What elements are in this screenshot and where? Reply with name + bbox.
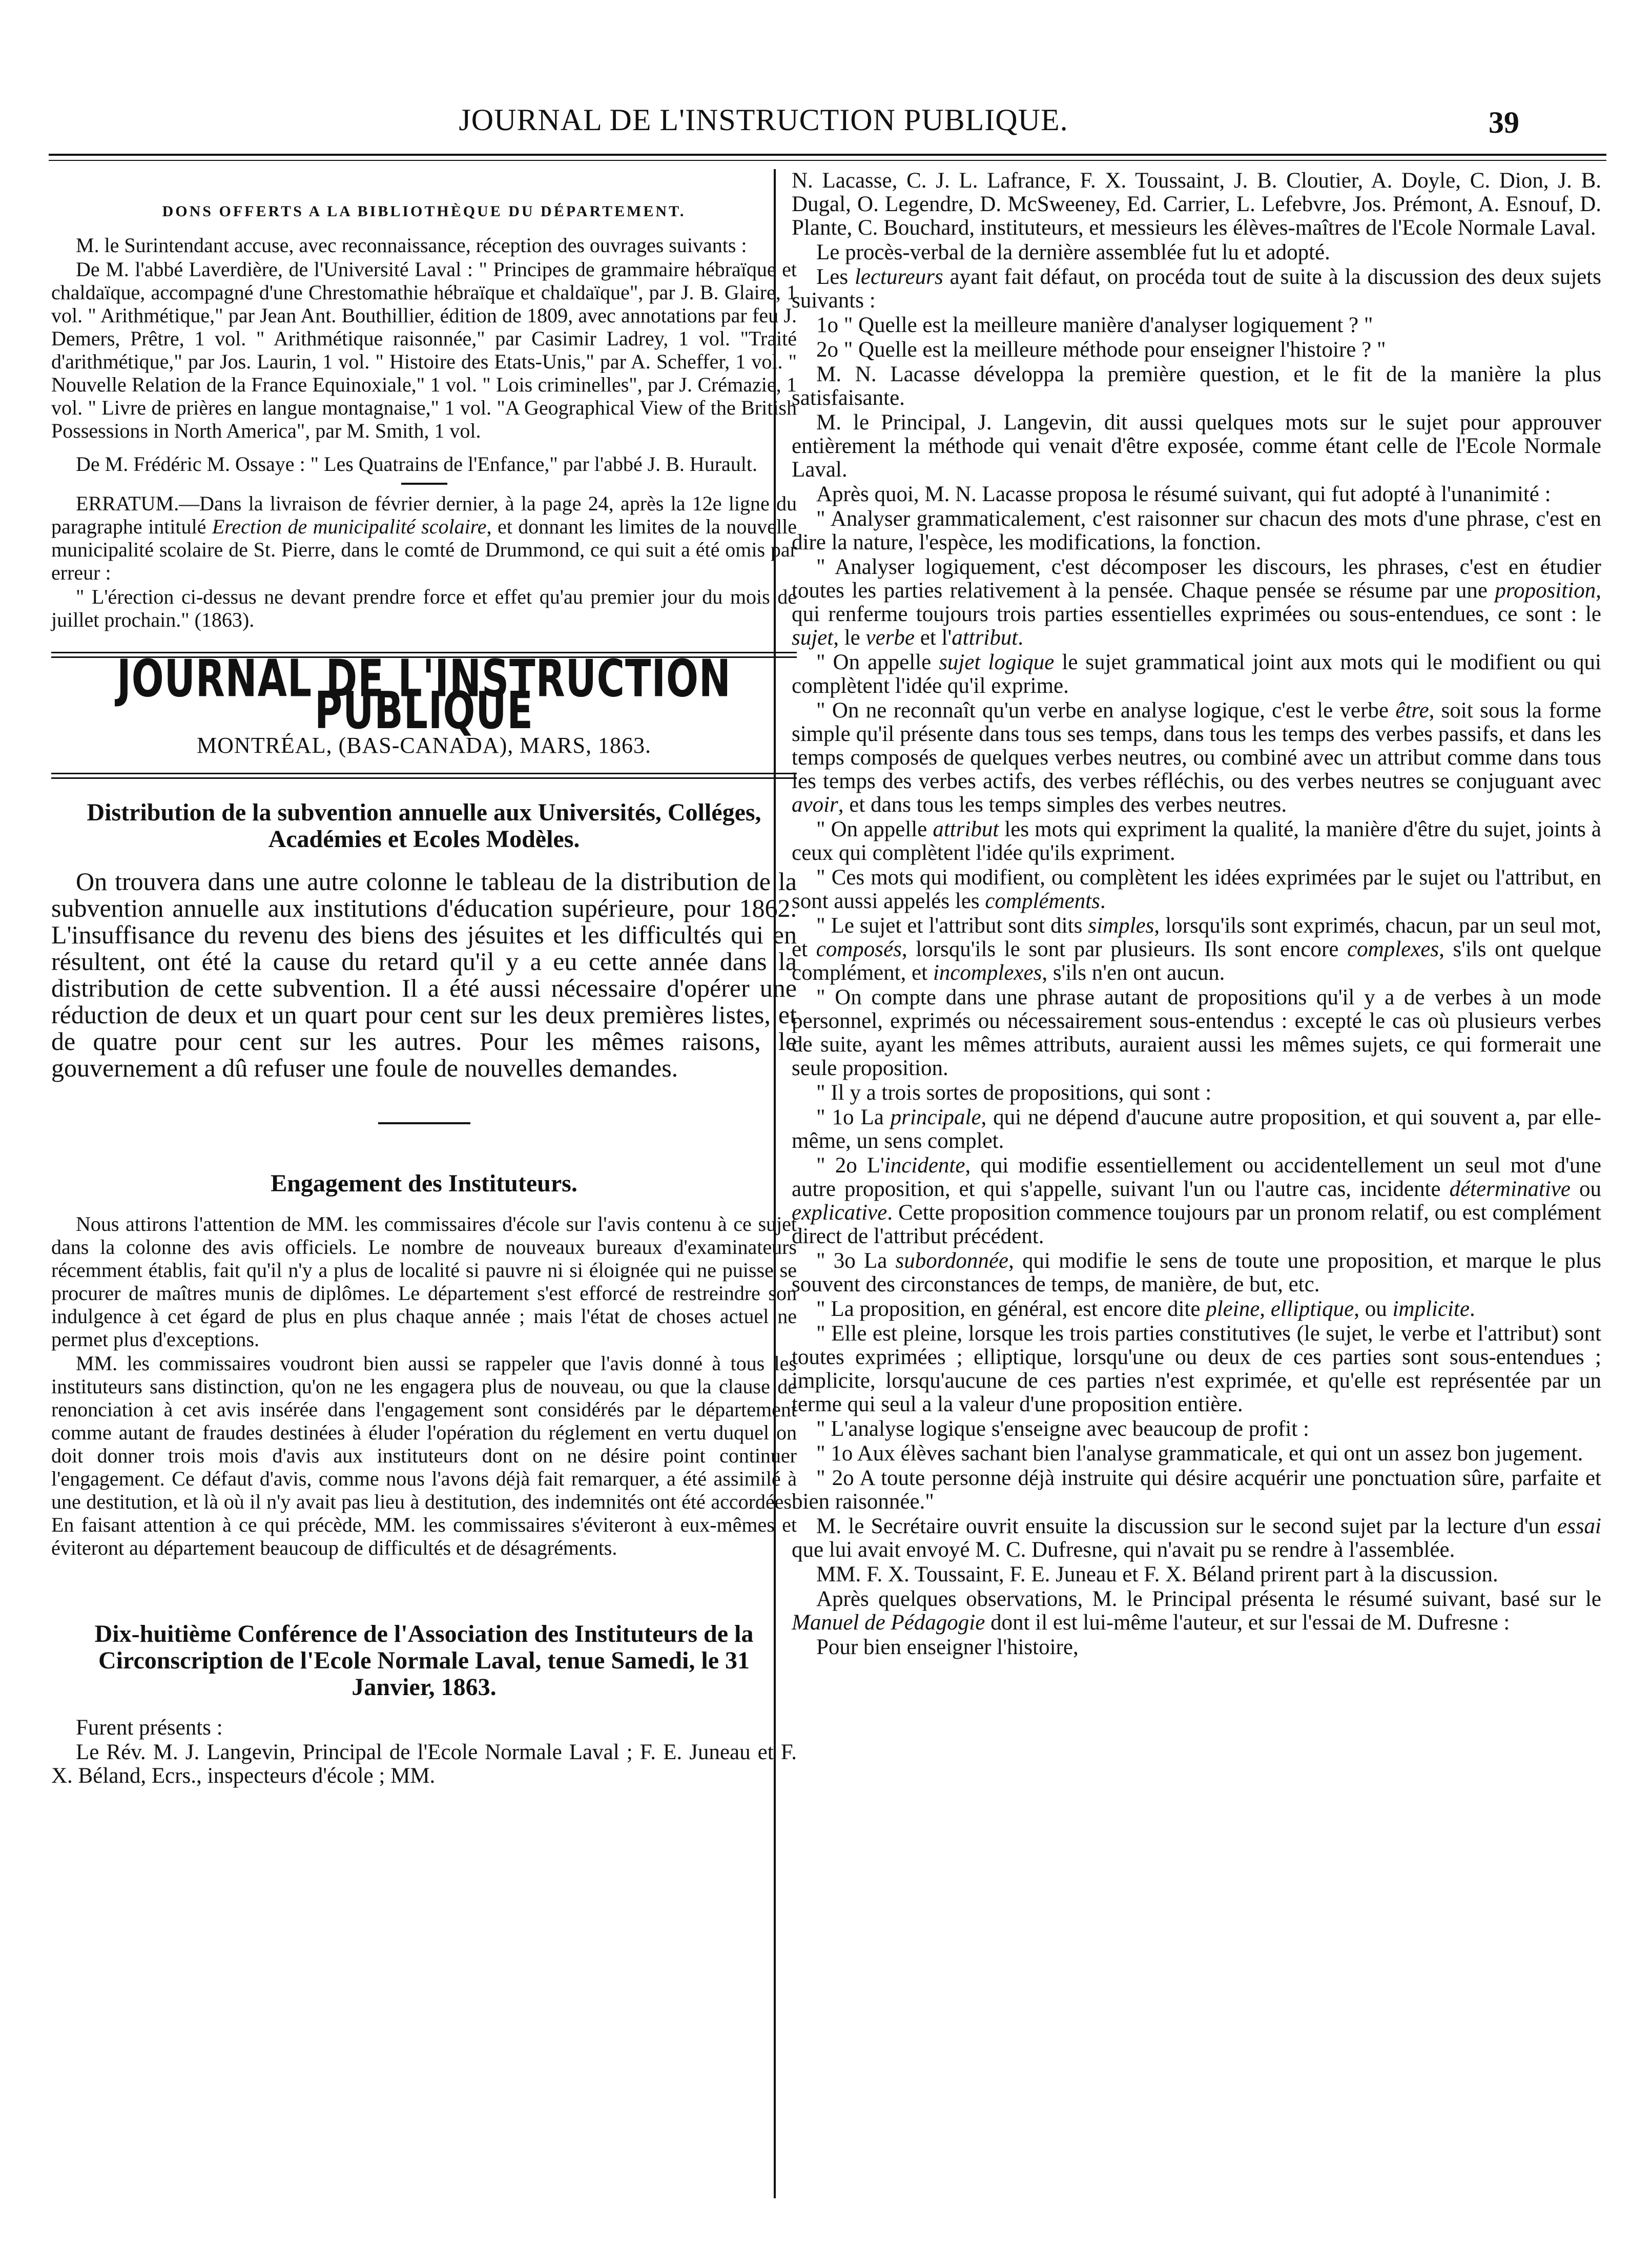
italic-run: implicite: [1392, 1297, 1470, 1321]
erratum-quote: " L'érection ci-dessus ne devant prendre force et effet qu'au premier jour du mois de juillet prochain." (1863).: [51, 585, 797, 631]
text-run: " Analyser logiquement, c'est décomposer les discours, les phrases, c'est en étudier toutes les parties relativement à la pensée. Chaque pensée se résume par une: [792, 555, 1601, 603]
center-rule: [378, 1122, 470, 1124]
dons-list: De M. l'abbé Laverdière, de l'Université Laval : " Principes de grammaire hébraïque et chaldaïque, accompagné d'une Chrestomathie hébraïque et chaldaïque", par J. B. Glaire, 1 vol. " Arithmétique," par Jean Ant. Bouthillier, édition de 1809, avec annotations par feu J. Demers, Prêtre, 1 vol. " Arithmétique raisonnée," par Casimir Ladrey, 1 vol. "Traité d'arithmétique," par Jos. Laurin, 1 vol. " Histoire des Etats-Unis," par A. Scheffer, 1 vol. " Nouvelle Relation de la France Equinoxiale," 1 vol. " Lois criminelles", par J. Crémazie, 1 vol. " Livre de prières en langue montagnaise," 1 vol. "A Geographical View of the British Possessions in North America", par M. Smith, 1 vol.: [51, 258, 797, 442]
text-run: .: [1018, 626, 1024, 650]
left-column: [51, 169, 797, 1789]
minutes-adopted: Le procès-verbal de la dernière assemblée fut lu et adopté.: [816, 240, 1330, 264]
text-run: " La proposition, en général, est encore dite: [816, 1297, 1206, 1321]
text-run: " 1o La: [816, 1105, 891, 1129]
text-run: , lorsqu'ils sont exprimés, chacun, par un seul mot, et: [792, 914, 1602, 961]
italic-run: déterminative: [1449, 1177, 1571, 1201]
text-run: , qui modifie essentiellement ou accidentellement un seul mot d'une autre proposition, et qui s'appelle, suivant l'un ou l'autre cas, incidente: [792, 1153, 1601, 1201]
paragraph: [792, 818, 1601, 865]
text-run: , qui renferme toujours trois parties essentielles exprimées ou sous-entendues, ce sont : le: [792, 579, 1601, 626]
text-run: les mots qui expriment la qualité, la manière d'être du sujet, joints à ceux qui complètent l'idée qu'ils expriment.: [792, 817, 1601, 865]
engagement-p1: Nous attirons l'attention de MM. les commissaires d'école sur l'avis contenu à ce sujet dans la colonne des avis officiels. Le nombre de nouveaux bureaux d'examinateurs récemment établis, fait qu'il n'y a plus de localité si pauvre ni si éloignée qui ne puisse se procurer de maîtres munis de diplômes. Le département s'est efforcé de restreindre son indulgence à cet égard de plus en plus chaque année ; mais l'état de choses actuel ne permet plus d'exceptions.: [51, 1212, 797, 1351]
conference-title: Dix-huitième Conférence de l'Association des Instituteurs de la Circonscription de l'Ecole Normale Laval, tenue Samedi, le 31 Janvier, 1863.: [94, 1620, 754, 1701]
paragraph: M. le Principal, J. Langevin, dit aussi quelques mots sur le sujet pour approuver entièrement la méthode qui venait d'être exposée, comme étant celle de l'Ecole Normale Laval.: [792, 410, 1601, 482]
erratum: [51, 492, 797, 584]
italic-run: sujet logique: [939, 650, 1055, 674]
text-run: que lui avait envoyé M. C. Dufresne, qui n'avait pu se rendre à l'assemblée.: [792, 1538, 1455, 1562]
paragraph: [792, 699, 1601, 817]
paragraph: " 1o Aux élèves sachant bien l'analyse grammaticale, et qui ont un assez bon jugement.: [816, 1441, 1583, 1466]
italic-run: sujet: [792, 626, 834, 650]
paragraph: MM. F. X. Toussaint, F. E. Juneau et F. X. Béland prirent part à la discussion.: [816, 1562, 1498, 1586]
text-run: " On appelle: [816, 650, 939, 674]
distribution-title: Distribution de la subvention annuelle aux Universités, Colléges, Académies et Ecoles Modèles.: [87, 799, 761, 853]
text-run: .: [1100, 889, 1106, 913]
italic-run: subordonnée: [895, 1249, 1009, 1273]
text-run: Après quelques observations, M. le Principal présenta le résumé suivant, basé sur le: [816, 1587, 1601, 1611]
paragraph: [792, 914, 1601, 985]
paragraph: [792, 1515, 1601, 1562]
text-run: " On appelle: [816, 817, 933, 841]
italic-run: incomplexes: [933, 961, 1042, 985]
short-rule: [401, 483, 447, 485]
paragraph: [792, 651, 1601, 698]
subject-1: 1o " Quelle est la meilleure manière d'analyser logiquement ? ": [816, 313, 1373, 337]
text-run: " 3o La: [816, 1249, 896, 1273]
text-run: .: [1469, 1297, 1475, 1321]
conference-attendees: Le Rév. M. J. Langevin, Principal de l'Ecole Normale Laval ; F. E. Juneau et F. X. Béland, Ecrs., inspecteurs d'école ; MM.: [51, 1740, 797, 1788]
paragraph: Pour bien enseigner l'histoire,: [816, 1635, 1079, 1659]
text-run: le sujet grammatical joint aux mots qui le modifient ou qui complètent l'idée qu'il exprime.: [792, 650, 1601, 698]
paragraph: M. N. Lacasse développa la première question, et le fit de la manière la plus satisfaisante.: [792, 362, 1601, 410]
italic-run: verbe: [865, 626, 915, 650]
text-run: dont il est lui-même l'auteur, et sur l'essai de M. Dufresne :: [985, 1611, 1510, 1635]
masthead: JOURNAL DE L'INSTRUCTION PUBLIQUE: [117, 649, 731, 741]
italic-run: lectureurs: [854, 265, 943, 289]
paragraph: " On compte dans une phrase autant de propositions qu'il y a de verbes à un mode personnel, exprimés ou nécessairement sous-entendus : excepté le cas où plusieurs verbes de suite, ayant les mêmes attributs, auraient aussi les mêmes sujets, ce qui formerait une seule proposition.: [792, 985, 1601, 1080]
text-run: ayant fait défaut, on procéda tout de suite à la discussion des deux sujets suivants :: [792, 265, 1601, 313]
paragraph: [792, 866, 1601, 913]
engagement-p2: MM. les commissaires voudront bien aussi se rappeler que l'avis donné à tous les instituteurs sans distinction, qu'on ne les engagera plus de nouveau, ou que la clause de renonciation à cet avis insérée dans l'engagement sont considérés par le département comme autant de fraudes destinées à éluder l'opération du réglement en vertu duquel on doit donner trois mois d'avis aux instituteurs dont on ne désire point continuer l'engagement. Ce défaut d'avis, comme nous l'avons déjà fait remarquer, a été assimilé à une destitution, et là où il n'y avait pas lieu à destitution, des indemnités ont été accordées. En faisant attention à ce qui précède, MM. les commissaires s'éviteront à eux-mêmes et éviteront au département beaucoup de difficultés et de désagréments.: [51, 1352, 797, 1559]
conference-present: Furent présents :: [76, 1716, 223, 1740]
paragraph: [792, 1154, 1601, 1248]
dateline-rule-2: [51, 777, 797, 779]
text-run: Les: [816, 265, 855, 289]
page-number: 39: [1489, 106, 1519, 139]
right-column: [792, 169, 1601, 1660]
italic-run: complexes: [1347, 937, 1439, 961]
paragraph: [792, 1297, 1601, 1321]
erratum-text: —Dans la livraison de février dernier, à la page 24, après la 12e ligne du paragraphe intitulé: [51, 492, 797, 538]
text-run: " 2o L': [816, 1153, 884, 1178]
engagement-title: Engagement des Instituteurs.: [271, 1170, 577, 1197]
dateline: MONTRÉAL, (BAS-CANADA), MARS, 1863.: [197, 733, 651, 758]
italic-run: avoir: [792, 793, 838, 817]
dons-ossaye: De M. Frédéric M. Ossaye : " Les Quatrains de l'Enfance," par l'abbé J. B. Hurault.: [76, 452, 758, 476]
italic-run: attribut: [952, 626, 1018, 650]
italic-run: explicative: [792, 1201, 887, 1225]
text-run: et l': [915, 626, 952, 650]
italic-run: être: [1395, 698, 1429, 723]
text-run: , s'ils ont quelque complément, et: [792, 937, 1601, 985]
italic-run: Manuel de Pédagogie: [792, 1611, 985, 1635]
text-run: ou: [1571, 1177, 1602, 1201]
attendee-list: N. Lacasse, C. J. L. Lafrance, F. X. Toussaint, J. B. Cloutier, A. Doyle, C. Dion, J. B. Dugal, O. Legendre, D. McSweeney, Ed. Carrier, L. Lefebvre, Jos. Prémont, A. Esnouf, D. Plante, C. Bouchard, instituteurs, et messieurs les élèves-maîtres de l'Ecole Normale Laval.: [792, 169, 1601, 240]
running-title: JOURNAL DE L'INSTRUCTION PUBLIQUE.: [459, 103, 1068, 137]
text-run: " Le sujet et l'attribut sont dits: [816, 914, 1088, 938]
text-run: . Cette proposition commence toujours par un pronom relatif, ou est complément direct de l'attribut précédent.: [792, 1201, 1601, 1248]
subject-2: 2o " Quelle est la meilleure méthode pour enseigner l'histoire ? ": [816, 338, 1386, 362]
dateline-rule: [51, 773, 797, 774]
text-run: M. le Secrétaire ouvrit ensuite la discussion sur le second sujet par la lecture d'un: [816, 1514, 1557, 1538]
italic-run: pleine, elliptique: [1206, 1297, 1354, 1321]
paragraph: " 2o A toute personne déjà instruite qui désire acquérir une ponctuation sûre, parfaite et bien raisonnée.": [792, 1466, 1601, 1514]
italic-run: simples: [1088, 914, 1154, 938]
header-rule-thin: [49, 160, 1606, 161]
text-run: , soit sous la forme simple qu'il présente dans tous ses temps, dans tous les temps des verbes passifs, et dans les temps composés de quelques verbes neutres, ou combiné avec un attribut comme dans tous les temps des verbes actifs, des verbes réfléchis, ou des verbes neutres se conjuguant avec: [792, 698, 1601, 793]
italic-run: essai: [1557, 1514, 1601, 1538]
erratum-label: ERRATUM.: [76, 492, 179, 515]
text-run: , s'ils n'en ont aucun.: [1042, 961, 1225, 985]
paragraph: Après quoi, M. N. Lacasse proposa le résumé suivant, qui fut adopté à l'unanimité :: [816, 482, 1551, 506]
paragraph: " L'analyse logique s'enseigne avec beaucoup de profit :: [816, 1417, 1309, 1441]
paragraph: " Il y a trois sortes de propositions, qui sont :: [816, 1081, 1212, 1105]
paragraph: [792, 1106, 1601, 1153]
italic-run: composés: [816, 937, 902, 961]
dons-heading: DONS OFFERTS A LA BIBLIOTHÈQUE DU DÉPARTEMENT.: [162, 203, 686, 220]
text-run: , qui ne dépend d'aucune autre proposition, et qui souvent a, par elle-même, un sens complet.: [792, 1105, 1601, 1153]
italic-run: compléments: [985, 889, 1100, 913]
italic-run: principale: [890, 1105, 981, 1129]
dons-intro: M. le Surintendant accuse, avec reconnaissance, réception des ouvrages suivants :: [76, 234, 747, 257]
text-run: , qui modifie le sens de toute une proposition, et marque le plus souvent des circonstances de temps, de manière, de but, etc.: [792, 1249, 1601, 1296]
italic-run: incidente: [884, 1153, 965, 1178]
erratum-italic: Erection de municipalité scolaire: [212, 515, 487, 538]
text-run: " Ces mots qui modifient, ou complètent les idées exprimées par le sujet ou l'attribut, en sont aussi appelés les: [792, 865, 1601, 913]
header-rule: [49, 154, 1606, 156]
text-run: , le: [833, 626, 866, 650]
discussion-intro: [792, 265, 1601, 313]
italic-run: attribut: [933, 817, 999, 841]
text-run: , et dans tous les temps simples des verbes neutres.: [838, 793, 1287, 817]
paragraph: " Analyser grammaticalement, c'est raisonner sur chacun des mots d'une phrase, c'est en dire la nature, l'espèce, les modifications, la fonction.: [792, 507, 1601, 554]
paragraph: " Elle est pleine, lorsque les trois parties constitutives (le sujet, le verbe et l'attribut) sont toutes exprimées ; elliptique, lorsqu'une ou deux de ces parties sont sous-entendues ; implicite, lorsqu'aucune de ces parties n'est exprimée, et qu'elle est représentée par un terme qui seul a la valeur d'une proposition entière.: [792, 1322, 1601, 1416]
text-run: , ou: [1354, 1297, 1393, 1321]
text-run: , lorsqu'ils le sont par plusieurs. Ils sont encore: [901, 937, 1348, 961]
paragraph: [792, 1249, 1601, 1296]
paragraph: [792, 1587, 1601, 1635]
italic-run: proposition: [1495, 579, 1596, 603]
erratum-text-2: , et donnant les limites de la nouvelle municipalité scolaire de St. Pierre, dans le comté de Drummond, ce qui suit a été omis par erreur :: [51, 515, 797, 584]
distribution-text: On trouvera dans une autre colonne le tableau de la distribution de la subvention annuelle aux institutions d'éducation supérieure, pour 1862. L'insuffisance du revenu des biens des jésuites et les difficultés qui en résultent, ont été la cause du retard qu'il y a eu cette année dans la distribution de cette subvention. Il a été aussi nécessaire d'opérer une réduction de deux et un quart pour cent sur les deux premières listes, et de quatre pour cent sur les autres. Pour les mêmes raisons, le gouvernement a dû refuser une foule de nouvelles demandes.: [51, 867, 797, 1082]
text-run: " On ne reconnaît qu'un verbe en analyse logique, c'est le verbe: [816, 698, 1396, 723]
paragraph: [792, 555, 1601, 650]
